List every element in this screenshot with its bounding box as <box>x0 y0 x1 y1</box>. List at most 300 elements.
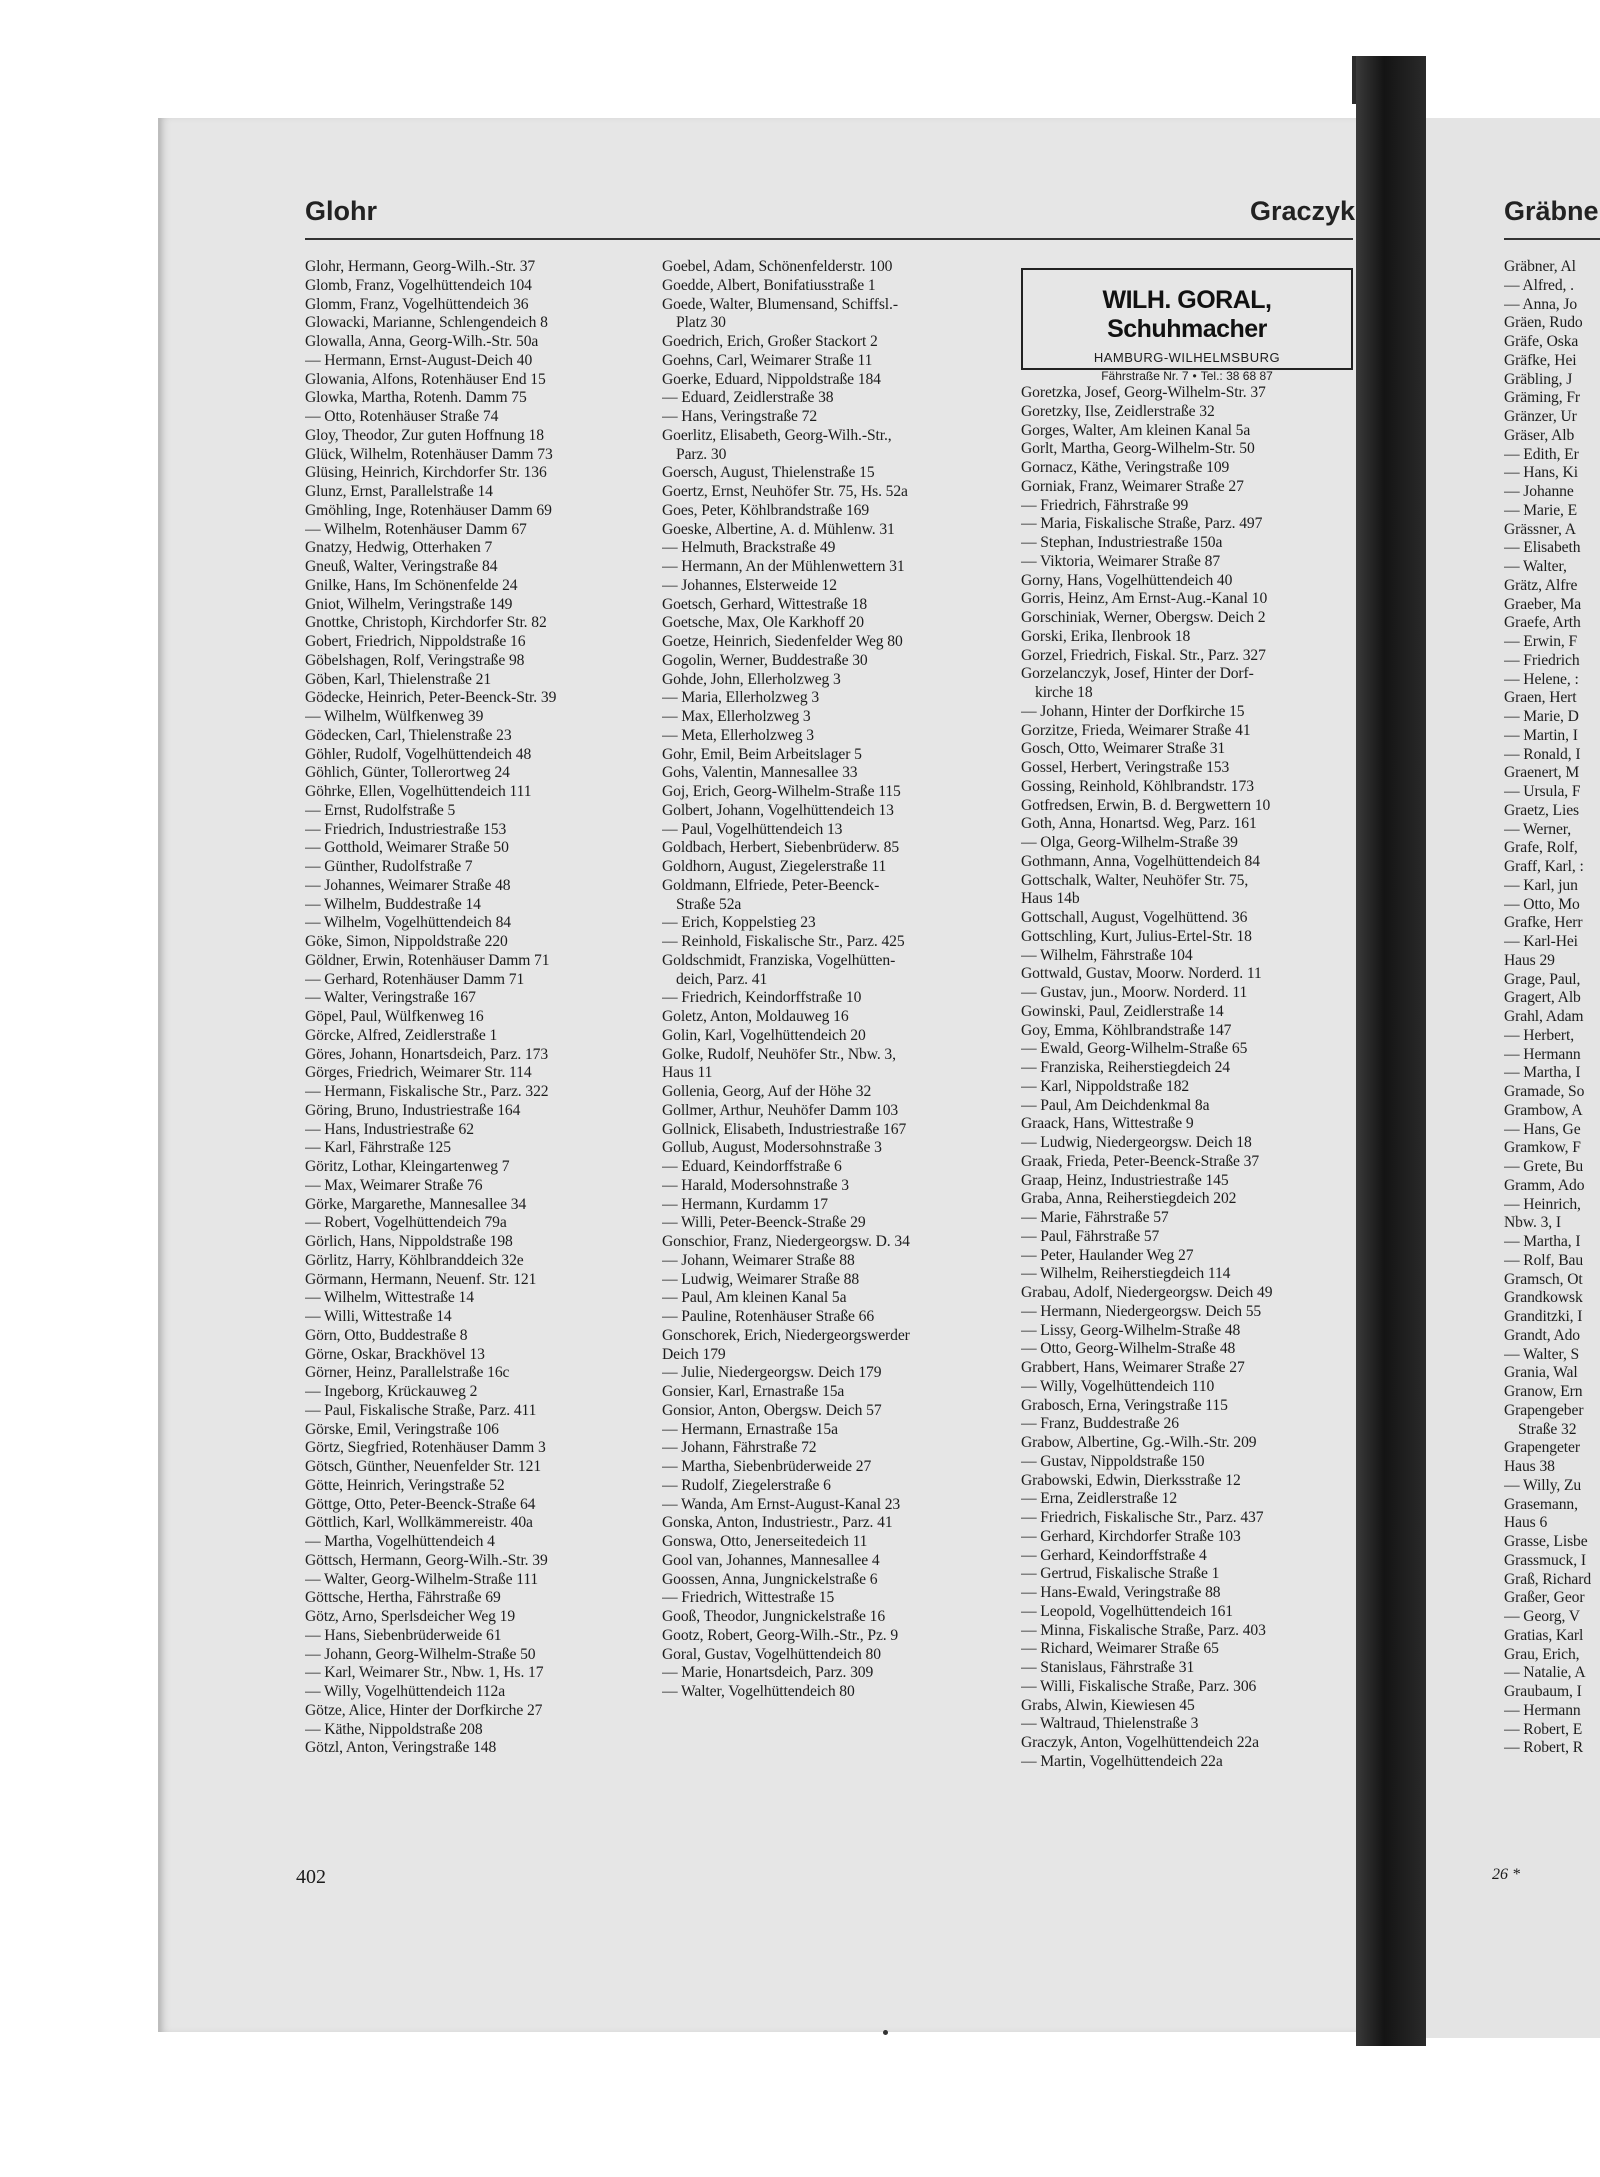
directory-entry: Gorges, Walter, Am kleinen Kanal 5a <box>1021 421 1251 439</box>
directory-entry: — Wanda, Am Ernst-August-Kanal 23 <box>662 1495 901 1513</box>
directory-entry: Straße 32 <box>1518 1420 1577 1438</box>
directory-entry: — Peter, Haulander Weg 27 <box>1021 1246 1194 1264</box>
directory-entry: Goeske, Albertine, A. d. Mühlenw. 31 <box>662 520 895 538</box>
directory-entry: Gossing, Reinhold, Köhlbrandstr. 173 <box>1021 777 1254 795</box>
column-middle <box>662 258 1002 1702</box>
directory-entry: Haus 38 <box>1504 1458 1555 1475</box>
directory-entry: — Werner, <box>1504 820 1572 838</box>
directory-entry: Grandt, Ado <box>1504 1326 1580 1344</box>
advertisement-address <box>1023 369 1351 383</box>
directory-entry: Goldschmidt, Franziska, Vogelhütten- <box>662 951 896 969</box>
directory-entry: Gobert, Friedrich, Nippoldstraße 16 <box>305 633 526 650</box>
directory-entry: Gootz, Robert, Georg-Wilh.-Str., Pz. 9 <box>662 1626 899 1644</box>
directory-entry: — Willy, Vogelhüttendeich 112a <box>305 1683 506 1700</box>
directory-entry: — Alfred, . <box>1504 276 1574 294</box>
directory-entry: kirche 18 <box>1035 684 1093 701</box>
directory-entry: — Viktoria, Weimarer Straße 87 <box>1021 552 1221 570</box>
directory-entry: — Otto, Georg-Wilhelm-Straße 48 <box>1021 1340 1236 1358</box>
directory-entry: Gollnick, Elisabeth, Industriestraße 167 <box>662 1120 907 1138</box>
directory-entry: Golin, Karl, Vogelhüttendeich 20 <box>662 1026 866 1044</box>
directory-entry: — Karl, Weimarer Str., Nbw. 1, Hs. 17 <box>305 1664 544 1682</box>
directory-entry: — Pauline, Rotenhäuser Straße 66 <box>662 1308 875 1325</box>
directory-entry: Haus 11 <box>662 1064 713 1082</box>
directory-entry: Goes, Peter, Köhlbrandstraße 169 <box>662 501 870 519</box>
directory-entry: Gorniak, Franz, Weimarer Straße 27 <box>1021 477 1244 495</box>
directory-entry: Glowka, Martha, Rotenh. Damm 75 <box>305 389 527 407</box>
directory-entry: — Paul, Am Deichdenkmal 8a <box>1021 1096 1210 1114</box>
column-left <box>305 258 635 1758</box>
directory-entry: — Hermann, Ernastraße 15a <box>662 1420 838 1438</box>
directory-entry: Goj, Erich, Georg-Wilhelm-Straße 115 <box>662 783 901 800</box>
directory-entry: — Ludwig, Niedergeorgsw. Deich 18 <box>1021 1134 1252 1151</box>
directory-entry: — Friedrich, Wittestraße 15 <box>662 1589 835 1607</box>
directory-entry: — Erich, Koppelstieg 23 <box>662 914 816 932</box>
directory-entry: — Meta, Ellerholzweg 3 <box>662 726 814 744</box>
running-head-next-page: Gräbne <box>1504 196 1599 226</box>
directory-entry: — Hans, Veringstraße 72 <box>662 408 818 425</box>
directory-entry: Göritz, Lothar, Kleingartenweg 7 <box>305 1158 510 1175</box>
directory-entry: Gollub, August, Modersohnstraße 3 <box>662 1139 882 1157</box>
directory-entry: Göres, Johann, Honartsdeich, Parz. 173 <box>305 1045 549 1063</box>
directory-entry: Gragert, Alb <box>1504 989 1581 1007</box>
directory-entry: — Karl, Fährstraße 125 <box>305 1139 451 1157</box>
directory-entry: Parz. 30 <box>676 445 727 463</box>
directory-entry: Golke, Rudolf, Neuhöfer Str., Nbw. 3, <box>662 1045 896 1063</box>
directory-entry: — Walter, Veringstraße 167 <box>305 989 476 1007</box>
directory-entry: Goertz, Ernst, Neuhöfer Str. 75, Hs. 52a <box>662 483 908 500</box>
directory-entry: Gratias, Karl <box>1504 1626 1584 1644</box>
directory-entry: Gramkow, F <box>1504 1139 1581 1157</box>
directory-entry: Gonswa, Otto, Jenerseitedeich 11 <box>662 1533 868 1550</box>
directory-entry: Göhrke, Ellen, Vogelhüttendeich 111 <box>305 783 532 800</box>
directory-entry: Gorski, Erika, Ilenbrook 18 <box>1021 627 1191 645</box>
directory-entry: Görn, Otto, Buddestraße 8 <box>305 1326 468 1344</box>
directory-entry: — Eduard, Keindorffstraße 6 <box>662 1158 842 1175</box>
directory-entry: Gloy, Theodor, Zur guten Hoffnung 18 <box>305 426 544 444</box>
directory-entry: — Johann, Weimarer Straße 88 <box>662 1251 855 1269</box>
directory-entry: Goerlitz, Elisabeth, Georg-Wilh.-Str., <box>662 426 892 444</box>
directory-entry: — Stanislaus, Fährstraße 31 <box>1021 1659 1195 1676</box>
directory-entry: — Gerhard, Keindorffstraße 4 <box>1021 1546 1207 1564</box>
directory-entry: Göbelshagen, Rolf, Veringstraße 98 <box>305 651 525 669</box>
directory-entry: Görcke, Alfred, Zeidlerstraße 1 <box>305 1026 498 1044</box>
directory-entry: Grage, Paul, <box>1504 970 1581 988</box>
directory-entry: Gorzitze, Frieda, Weimarer Straße 41 <box>1021 721 1251 739</box>
directory-entry: Graczyk, Anton, Vogelhüttendeich 22a <box>1021 1734 1259 1751</box>
directory-entry: — Gertrud, Fiskalische Straße 1 <box>1021 1565 1220 1583</box>
page-number: 402 <box>296 1866 326 1888</box>
directory-entry: — Johann, Georg-Wilhelm-Straße 50 <box>305 1645 536 1663</box>
directory-entry: Goldbach, Herbert, Siebenbrüderw. 85 <box>662 839 900 857</box>
directory-entry: — Hans, Ki <box>1504 464 1578 482</box>
directory-entry: — Wilhelm, Vogelhüttendeich 84 <box>305 914 511 932</box>
directory-entry: — Hermann, Niedergeorgsw. Deich 55 <box>1021 1302 1262 1320</box>
directory-entry: — Hermann <box>1504 1045 1581 1063</box>
directory-entry: Gräfke, Hei <box>1504 351 1577 369</box>
directory-entry: — Friedrich, Industriestraße 153 <box>305 820 507 838</box>
directory-entry: — Maria, Fiskalische Straße, Parz. 497 <box>1021 515 1263 533</box>
directory-entry: — Gerhard, Kirchdorfer Straße 103 <box>1021 1527 1241 1545</box>
advertisement-street: Fährstraße Nr. 7 <box>1101 369 1189 383</box>
directory-entry: Götsch, Günther, Neuenfelder Str. 121 <box>305 1458 542 1475</box>
directory-entry: — Lissy, Georg-Wilhelm-Straße 48 <box>1021 1321 1241 1339</box>
directory-entry: — Rolf, Bau <box>1504 1251 1584 1269</box>
directory-entry: — Friedrich, Keindorffstraße 10 <box>662 989 862 1007</box>
directory-entry: Grässner, A <box>1504 520 1576 538</box>
directory-entry: — Karl, Nippoldstraße 182 <box>1021 1077 1190 1095</box>
directory-entry: Gnilke, Hans, Im Schönenfelde 24 <box>305 576 518 594</box>
directory-entry: Görne, Oskar, Brackhövel 13 <box>305 1345 485 1363</box>
directory-entry: Göttsche, Hertha, Fährstraße 69 <box>305 1589 501 1607</box>
directory-entry: Grau, Erich, <box>1504 1645 1580 1663</box>
directory-entry: — Martha, I <box>1504 1064 1581 1082</box>
directory-entry: Gooß, Theodor, Jungnickelstraße 16 <box>662 1608 886 1625</box>
directory-entry: — Leopold, Vogelhüttendeich 161 <box>1021 1602 1234 1620</box>
book-spine <box>1356 56 1426 2046</box>
directory-entry: Gonschorek, Erich, Niedergeorgswerder <box>662 1326 910 1344</box>
scan-border <box>0 0 1600 60</box>
directory-entry: Grabosch, Erna, Veringstraße 115 <box>1021 1396 1228 1414</box>
directory-entry: Gnottke, Christoph, Kirchdorfer Str. 82 <box>305 614 547 632</box>
advertisement-phone: Tel.: 38 68 87 <box>1200 369 1273 383</box>
directory-entry: Görske, Emil, Veringstraße 106 <box>305 1420 499 1438</box>
directory-entry: — Gustav, jun., Moorw. Norderd. 11 <box>1021 984 1248 1001</box>
directory-entry: Gräen, Rudo <box>1504 314 1583 332</box>
directory-entry: Goedrich, Erich, Großer Stackort 2 <box>662 333 878 350</box>
directory-entry: Granow, Ern <box>1504 1383 1583 1400</box>
directory-entry: — Ingeborg, Krückauweg 2 <box>305 1383 478 1400</box>
directory-entry: Gräser, Alb <box>1504 426 1575 444</box>
directory-entry: — Wilhelm, Fährstraße 104 <box>1021 946 1193 964</box>
directory-entry: Grafke, Herr <box>1504 914 1583 932</box>
directory-entry: — Paul, Fiskalische Straße, Parz. 411 <box>305 1401 537 1419</box>
directory-entry: — Hermann, Fiskalische Str., Parz. 322 <box>305 1083 549 1100</box>
directory-entry: Granditzki, I <box>1504 1308 1583 1325</box>
directory-entry: Gohde, John, Ellerholzweg 3 <box>662 670 841 688</box>
directory-entry: Gödecken, Carl, Thielenstraße 23 <box>305 726 512 744</box>
directory-entry: — Wilhelm, Rotenhäuser Damm 67 <box>305 520 527 538</box>
directory-entry: Goebel, Adam, Schönenfelderstr. 100 <box>662 258 893 275</box>
directory-entry: — Günther, Rudolfstraße 7 <box>305 858 473 875</box>
header-rule-next-page <box>1504 238 1600 240</box>
directory-entry: — Helene, : <box>1504 670 1579 688</box>
directory-entry: Götzl, Anton, Veringstraße 148 <box>305 1739 497 1757</box>
directory-entry: Platz 30 <box>676 314 726 332</box>
directory-entry: Gowinski, Paul, Zeidlerstraße 14 <box>1021 1002 1224 1020</box>
directory-entry: Goetze, Heinrich, Siedenfelder Weg 80 <box>662 633 903 650</box>
directory-entry: — Grete, Bu <box>1504 1158 1584 1175</box>
directory-entry: Graeber, Ma <box>1504 595 1582 613</box>
directory-entry: Glomm, Franz, Vogelhüttendeich 36 <box>305 295 529 313</box>
directory-entry: Gonsier, Karl, Ernastraße 15a <box>662 1383 845 1400</box>
directory-entry: — Gustav, Nippoldstraße 150 <box>1021 1452 1205 1470</box>
directory-entry: — Edith, Er <box>1504 445 1579 463</box>
directory-entry: Graff, Karl, : <box>1504 858 1584 875</box>
directory-entry: — Ewald, Georg-Wilhelm-Straße 65 <box>1021 1040 1248 1058</box>
directory-entry: — Herbert, <box>1504 1026 1575 1044</box>
directory-entry: — Walter, Georg-Wilhelm-Straße 111 <box>305 1570 539 1588</box>
directory-entry: Gogolin, Werner, Buddestraße 30 <box>662 651 868 669</box>
directory-entry: — Friedrich, Fiskalische Str., Parz. 437 <box>1021 1509 1264 1526</box>
directory-entry: Göhlich, Günter, Tollerortweg 24 <box>305 764 510 782</box>
directory-entry: — Willy, Vogelhüttendeich 110 <box>1021 1377 1215 1395</box>
directory-entry: Gohr, Emil, Beim Arbeitslager 5 <box>662 745 862 763</box>
directory-entry: — Wilhelm, Buddestraße 14 <box>305 895 481 913</box>
directory-entry: deich, Parz. 41 <box>676 970 768 988</box>
directory-entry: Gneuß, Walter, Veringstraße 84 <box>305 558 498 575</box>
directory-entry: Grapengeber <box>1504 1401 1584 1419</box>
directory-entry: — Paul, Vogelhüttendeich 13 <box>662 820 843 838</box>
directory-entry: Glück, Wilhelm, Rotenhäuser Damm 73 <box>305 445 553 463</box>
directory-entry: Göben, Karl, Thielenstraße 21 <box>305 670 492 688</box>
directory-entry: Gottwald, Gustav, Moorw. Norderd. 11 <box>1021 965 1262 983</box>
directory-entry: — Willi, Fiskalische Straße, Parz. 306 <box>1021 1677 1257 1695</box>
directory-entry: Goretzka, Josef, Georg-Wilhelm-Str. 37 <box>1021 384 1266 401</box>
directory-entry: — Ernst, Rudolfstraße 5 <box>305 801 456 819</box>
directory-entry: Grafe, Rolf, <box>1504 839 1578 857</box>
directory-entry: Grandkowsk <box>1504 1289 1583 1307</box>
directory-entry: — Johann, Fährstraße 72 <box>662 1439 817 1457</box>
directory-entry: — Marie, D <box>1504 708 1579 725</box>
directory-entry: Gnatzy, Hedwig, Otterhaken 7 <box>305 539 493 557</box>
directory-entry: — Georg, V <box>1504 1608 1580 1625</box>
directory-entry: Gräbner, Al <box>1504 258 1576 275</box>
directory-entry: Grahl, Adam <box>1504 1008 1584 1025</box>
directory-entry: — Walter, <box>1504 558 1567 575</box>
directory-entry: — Richard, Weimarer Straße 65 <box>1021 1640 1219 1658</box>
directory-entry: — Ursula, F <box>1504 783 1581 800</box>
directory-entry: — Friedrich, Fährstraße 99 <box>1021 496 1189 514</box>
directory-entry: — Helmuth, Brackstraße 49 <box>662 539 836 557</box>
directory-entry: Graap, Heinz, Industriestraße 145 <box>1021 1171 1229 1189</box>
directory-entry: Gorris, Heinz, Am Ernst-Aug.-Kanal 10 <box>1021 590 1268 608</box>
directory-entry: — Julie, Niedergeorgsw. Deich 179 <box>662 1364 882 1382</box>
directory-entry: Göldner, Erwin, Rotenhäuser Damm 71 <box>305 951 550 969</box>
directory-entry: — Marie, E <box>1504 501 1578 519</box>
directory-entry: Glowania, Alfons, Rotenhäuser End 15 <box>305 370 546 388</box>
directory-entry: Görke, Margarethe, Mannesallee 34 <box>305 1195 527 1213</box>
directory-entry: Görlich, Hans, Nippoldstraße 198 <box>305 1233 513 1250</box>
directory-entry: Goede, Walter, Blumensand, Schiffsl.- <box>662 295 898 313</box>
directory-entry: Haus 6 <box>1504 1514 1548 1532</box>
directory-entry: — Franziska, Reiherstiegdeich 24 <box>1021 1059 1230 1076</box>
directory-entry: Gollenia, Georg, Auf der Höhe 32 <box>662 1083 872 1100</box>
directory-entry: Götte, Heinrich, Veringstraße 52 <box>305 1476 505 1494</box>
scan-speck <box>883 2030 888 2035</box>
directory-entry: — Maria, Ellerholzweg 3 <box>662 689 820 707</box>
directory-entry: Goetsch, Gerhard, Wittestraße 18 <box>662 595 868 613</box>
directory-entry: Göke, Simon, Nippoldstraße 220 <box>305 933 508 950</box>
directory-entry: — Minna, Fiskalische Straße, Parz. 403 <box>1021 1621 1266 1639</box>
directory-entry: Gossel, Herbert, Veringstraße 153 <box>1021 759 1230 776</box>
directory-entry: Grambow, A <box>1504 1101 1583 1119</box>
directory-entry: — Johanne <box>1504 483 1574 500</box>
directory-entry: Goedde, Albert, Bonifatiusstraße 1 <box>662 276 876 294</box>
directory-entry: — Hans, Ge <box>1504 1120 1581 1138</box>
directory-entry: Görmann, Hermann, Neuenf. Str. 121 <box>305 1270 537 1288</box>
directory-entry: Grabowski, Edwin, Dierksstraße 12 <box>1021 1471 1241 1489</box>
directory-entry: — Hermann, Ernst-August-Deich 40 <box>305 351 533 369</box>
directory-entry: Gräming, Fr <box>1504 389 1580 407</box>
directory-entry: Gramm, Ado <box>1504 1176 1585 1194</box>
directory-entry: — Marie, Honartsdeich, Parz. 309 <box>662 1664 874 1682</box>
directory-entry: Gornacz, Käthe, Veringstraße 109 <box>1021 459 1230 476</box>
directory-entry: Goy, Emma, Köhlbrandstraße 147 <box>1021 1021 1232 1039</box>
directory-entry: Gränzer, Ur <box>1504 408 1577 425</box>
directory-entry: — Gotthold, Weimarer Straße 50 <box>305 839 509 857</box>
directory-entry: Göring, Bruno, Industriestraße 164 <box>305 1101 521 1119</box>
directory-entry: — Anna, Jo <box>1504 295 1578 313</box>
directory-entry: Gramsch, Ot <box>1504 1270 1583 1288</box>
directory-entry: — Max, Weimarer Straße 76 <box>305 1176 483 1194</box>
directory-entry: — Marie, Fährstraße 57 <box>1021 1209 1169 1226</box>
directory-entry: Grätz, Alfre <box>1504 576 1578 594</box>
directory-entry: — Wilhelm, Reiherstiegdeich 114 <box>1021 1265 1231 1283</box>
directory-entry: Gonschior, Franz, Niedergeorgsw. D. 34 <box>662 1233 910 1250</box>
directory-entry: — Wilhelm, Wülfkenweg 39 <box>305 708 484 725</box>
directory-entry: Grabow, Albertine, Gg.-Wilh.-Str. 209 <box>1021 1434 1257 1451</box>
directory-entry: — Heinrich, <box>1504 1195 1581 1213</box>
directory-entry: — Karl, jun <box>1504 876 1578 894</box>
directory-entry: Götz, Arno, Sperlsdeicher Weg 19 <box>305 1608 516 1625</box>
directory-entry: — Martha, I <box>1504 1233 1581 1250</box>
directory-entry: Goersch, August, Thielenstraße 15 <box>662 464 875 482</box>
directory-entry: — Eduard, Zeidlerstraße 38 <box>662 389 834 407</box>
directory-entry: Glunz, Ernst, Parallelstraße 14 <box>305 483 493 500</box>
directory-entry: Grapengeter <box>1504 1439 1580 1457</box>
directory-entry: Göpel, Paul, Wülfkenweg 16 <box>305 1008 484 1025</box>
directory-entry: Göttlich, Karl, Wollkämmereistr. 40a <box>305 1514 533 1532</box>
directory-entry: Grabbert, Hans, Weimarer Straße 27 <box>1021 1359 1245 1376</box>
directory-entry: — Ludwig, Weimarer Straße 88 <box>662 1270 860 1288</box>
directory-entry: Gottschall, August, Vogelhüttend. 36 <box>1021 909 1248 926</box>
directory-entry: — Max, Ellerholzweg 3 <box>662 708 811 725</box>
directory-entry: — Robert, Vogelhüttendeich 79a <box>305 1214 507 1232</box>
directory-entry: — Käthe, Nippoldstraße 208 <box>305 1720 483 1738</box>
directory-entry: Goossen, Anna, Jungnickelstraße 6 <box>662 1570 878 1588</box>
directory-entry: Grabau, Adolf, Niedergeorgsw. Deich 49 <box>1021 1284 1273 1301</box>
directory-entry: — Paul, Fährstraße 57 <box>1021 1227 1160 1245</box>
directory-entry: Görner, Heinz, Parallelstraße 16c <box>305 1364 510 1382</box>
directory-entry: Görges, Friedrich, Weimarer Str. 114 <box>305 1064 532 1082</box>
directory-entry: Gorzel, Friedrich, Fiskal. Str., Parz. 327 <box>1021 646 1266 664</box>
header-rule <box>305 238 1353 240</box>
directory-entry: Haus 29 <box>1504 951 1555 969</box>
directory-entry: — Ronald, I <box>1504 745 1581 763</box>
directory-entry: Gollmer, Arthur, Neuhöfer Damm 103 <box>662 1101 899 1119</box>
directory-entry: Graß, Richard <box>1504 1570 1592 1588</box>
directory-entry: Goldhorn, August, Ziegelerstraße 11 <box>662 858 887 875</box>
directory-entry: Gosch, Otto, Weimarer Straße 31 <box>1021 740 1226 758</box>
directory-entry: — Martin, I <box>1504 726 1578 744</box>
directory-entry: Glüsing, Heinrich, Kirchdorfer Str. 136 <box>305 464 547 482</box>
directory-entry: Gonska, Anton, Industriestr., Parz. 41 <box>662 1514 893 1532</box>
directory-entry: Graba, Anna, Reiherstiegdeich 202 <box>1021 1190 1237 1208</box>
directory-entry: Gohs, Valentin, Mannesallee 33 <box>662 764 858 782</box>
directory-entry: Goldmann, Elfriede, Peter-Beenck- <box>662 876 880 894</box>
directory-entry: Nbw. 3, I <box>1504 1214 1561 1232</box>
directory-entry: Graack, Hans, Wittestraße 9 <box>1021 1115 1194 1133</box>
advertisement-city: HAMBURG-WILHELMSBURG <box>1093 350 1281 365</box>
column-next-page <box>1504 258 1600 1758</box>
directory-entry: Gorschiniak, Werner, Obergsw. Deich 2 <box>1021 609 1266 626</box>
directory-entry: — Robert, R <box>1504 1739 1584 1757</box>
directory-entry: Graak, Frieda, Peter-Beenck-Straße 37 <box>1021 1152 1260 1170</box>
directory-entry: Gräfe, Oska <box>1504 333 1579 350</box>
directory-entry: — Franz, Buddestraße 26 <box>1021 1415 1179 1433</box>
directory-entry: — Walter, Vogelhüttendeich 80 <box>662 1683 855 1700</box>
directory-entry: — Hermann, Kurdamm 17 <box>662 1195 828 1213</box>
directory-entry: Gräbling, J <box>1504 370 1573 388</box>
directory-entry: — Elisabeth <box>1504 539 1581 557</box>
directory-entry: Gothmann, Anna, Vogelhüttendeich 84 <box>1021 852 1260 870</box>
directory-entry: Göttsch, Hermann, Georg-Wilh.-Str. 39 <box>305 1551 548 1569</box>
directory-entry: Glomb, Franz, Vogelhüttendeich 104 <box>305 276 532 294</box>
column-right <box>1021 384 1357 1772</box>
directory-entry: — Stephan, Industriestraße 150a <box>1021 534 1223 551</box>
directory-entry: — Wilhelm, Wittestraße 14 <box>305 1289 474 1307</box>
directory-entry: Deich 179 <box>662 1345 726 1363</box>
directory-entry: Graßer, Geor <box>1504 1589 1585 1607</box>
directory-entry: — Waltraud, Thielenstraße 3 <box>1021 1715 1199 1733</box>
directory-entry: — Gerhard, Rotenhäuser Damm 71 <box>305 970 525 988</box>
directory-entry: Goth, Anna, Honartsd. Weg, Parz. 161 <box>1021 815 1257 833</box>
directory-entry: — Willy, Zu <box>1504 1476 1582 1494</box>
directory-entry: — Robert, E <box>1504 1720 1583 1738</box>
directory-entry: — Johannes, Elsterweide 12 <box>662 576 837 594</box>
directory-entry: — Walter, S <box>1504 1345 1580 1363</box>
directory-entry: Göttge, Otto, Peter-Beenck-Straße 64 <box>305 1495 536 1513</box>
directory-entry: Gonsior, Anton, Obergsw. Deich 57 <box>662 1401 882 1419</box>
directory-entry: Grabs, Alwin, Kiewiesen 45 <box>1021 1696 1195 1714</box>
directory-entry: — Friedrich <box>1504 651 1580 669</box>
directory-entry: Graen, Hert <box>1504 689 1577 707</box>
directory-entry: — Hans, Industriestraße 62 <box>305 1120 474 1138</box>
directory-entry: — Martha, Siebenbrüderweide 27 <box>662 1458 872 1475</box>
directory-entry: Gorny, Hans, Vogelhüttendeich 40 <box>1021 571 1233 589</box>
directory-entry: — Hans, Siebenbrüderweide 61 <box>305 1626 502 1644</box>
advertisement-title: WILH. GORAL, Schuhmacher <box>1102 286 1272 343</box>
directory-entry: — Harald, Modersohnstraße 3 <box>662 1176 849 1194</box>
directory-entry: — Willi, Wittestraße 14 <box>305 1308 452 1325</box>
directory-entry: — Otto, Mo <box>1504 895 1580 913</box>
directory-entry: Glohr, Hermann, Georg-Wilh.-Str. 37 <box>305 258 536 275</box>
directory-entry: Gmöhling, Inge, Rotenhäuser Damm 69 <box>305 501 552 519</box>
directory-entry: Goletz, Anton, Moldauweg 16 <box>662 1008 849 1025</box>
directory-entry: — Natalie, A <box>1504 1664 1586 1682</box>
directory-entry: Gorzelanczyk, Josef, Hinter der Dorf- <box>1021 665 1254 683</box>
directory-entry: Graefe, Arth <box>1504 614 1581 632</box>
directory-entry: Gool van, Johannes, Mannesallee 4 <box>662 1551 880 1569</box>
directory-entry: Görtz, Siegfried, Rotenhäuser Damm 3 <box>305 1439 546 1457</box>
directory-entry: Golbert, Johann, Vogelhüttendeich 13 <box>662 801 894 819</box>
directory-entry: — Willi, Peter-Beenck-Straße 29 <box>662 1214 866 1232</box>
directory-entry: — Olga, Georg-Wilhelm-Straße 39 <box>1021 834 1238 851</box>
directory-entry: Glowalla, Anna, Georg-Wilh.-Str. 50a <box>305 333 539 350</box>
directory-entry: Gniot, Wilhelm, Veringstraße 149 <box>305 595 513 613</box>
directory-entry: — Martin, Vogelhüttendeich 22a <box>1021 1752 1223 1770</box>
next-page-signature-mark: 26 * <box>1492 1866 1520 1883</box>
running-head-left: Glohr <box>305 196 377 226</box>
directory-entry: — Otto, Rotenhäuser Straße 74 <box>305 408 499 425</box>
directory-entry: Görlitz, Harry, Köhlbranddeich 32e <box>305 1251 524 1269</box>
directory-entry: Goretzky, Ilse, Zeidlerstraße 32 <box>1021 402 1215 420</box>
directory-entry: — Hermann <box>1504 1701 1581 1719</box>
running-head-right: Graczyk <box>1250 196 1356 226</box>
directory-entry: Gottschling, Kurt, Julius-Ertel-Str. 18 <box>1021 927 1252 945</box>
directory-entry: Goral, Gustav, Vogelhüttendeich 80 <box>662 1645 881 1663</box>
directory-entry: Göhler, Rudolf, Vogelhüttendeich 48 <box>305 745 532 763</box>
